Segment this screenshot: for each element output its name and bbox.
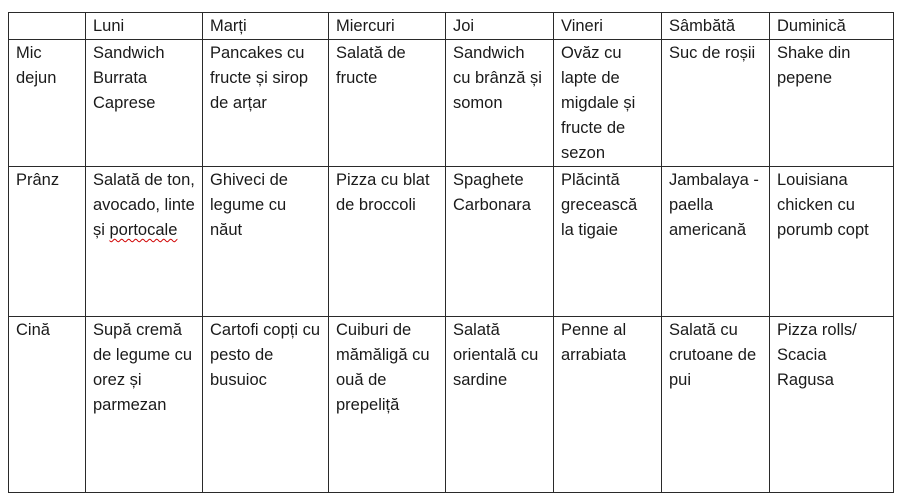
spellcheck-word: portocale bbox=[109, 221, 178, 239]
meal-cell: Sandwich Burrata Caprese bbox=[86, 40, 203, 167]
day-header-sambata: Sâmbătă bbox=[662, 13, 770, 40]
meal-cell: Spaghete Carbonara bbox=[446, 167, 554, 317]
header-row bbox=[9, 13, 894, 40]
meal-cell: Penne al arrabiata bbox=[554, 317, 662, 493]
meal-row-cina bbox=[9, 317, 894, 493]
meal-label: Prânz bbox=[9, 167, 86, 317]
meal-cell: Supă cremă de legume cu orez și parmezan bbox=[86, 317, 203, 493]
meal-cell: Pizza cu blat de broccoli bbox=[329, 167, 446, 317]
meal-cell-spellcheck bbox=[86, 167, 203, 317]
meal-label: Cină bbox=[9, 317, 86, 493]
day-header-miercuri: Miercuri bbox=[329, 13, 446, 40]
day-header-luni: Luni bbox=[86, 13, 203, 40]
meal-cell: Pizza rolls/ Scacia Ragusa bbox=[770, 317, 894, 493]
day-header-vineri: Vineri bbox=[554, 13, 662, 40]
meal-cell: Ghiveci de legume cu năut bbox=[203, 167, 329, 317]
day-header-marti: Marți bbox=[203, 13, 329, 40]
meal-label: Mic dejun bbox=[9, 40, 86, 167]
meal-cell: Salată cu crutoane de pui bbox=[662, 317, 770, 493]
meal-cell: Plăcintă grecească la tigaie bbox=[554, 167, 662, 317]
day-header-joi: Joi bbox=[446, 13, 554, 40]
meal-cell: Salată orientală cu sardine bbox=[446, 317, 554, 493]
meal-cell: Cuiburi de mămăligă cu ouă de prepeliță bbox=[329, 317, 446, 493]
day-header-duminica: Duminică bbox=[770, 13, 894, 40]
meal-plan-table bbox=[8, 12, 894, 493]
meal-row-mic-dejun bbox=[9, 40, 894, 167]
corner-cell bbox=[9, 13, 86, 40]
meal-cell-text: Salată de ton, avocado, linte și portocale bbox=[93, 171, 195, 239]
meal-cell: Shake din pepene bbox=[770, 40, 894, 167]
meal-cell: Pancakes cu fructe și sirop de arțar bbox=[203, 40, 329, 167]
meal-cell: Cartofi copți cu pesto de busuioc bbox=[203, 317, 329, 493]
meal-cell: Louisiana chicken cu porumb copt bbox=[770, 167, 894, 317]
meal-row-pranz bbox=[9, 167, 894, 317]
meal-cell: Ovăz cu lapte de migdale și fructe de sezon bbox=[554, 40, 662, 167]
meal-cell: Salată de fructe bbox=[329, 40, 446, 167]
meal-cell: Sandwich cu brânză și somon bbox=[446, 40, 554, 167]
meal-cell: Jambalaya - paella americană bbox=[662, 167, 770, 317]
meal-cell: Suc de roșii bbox=[662, 40, 770, 167]
